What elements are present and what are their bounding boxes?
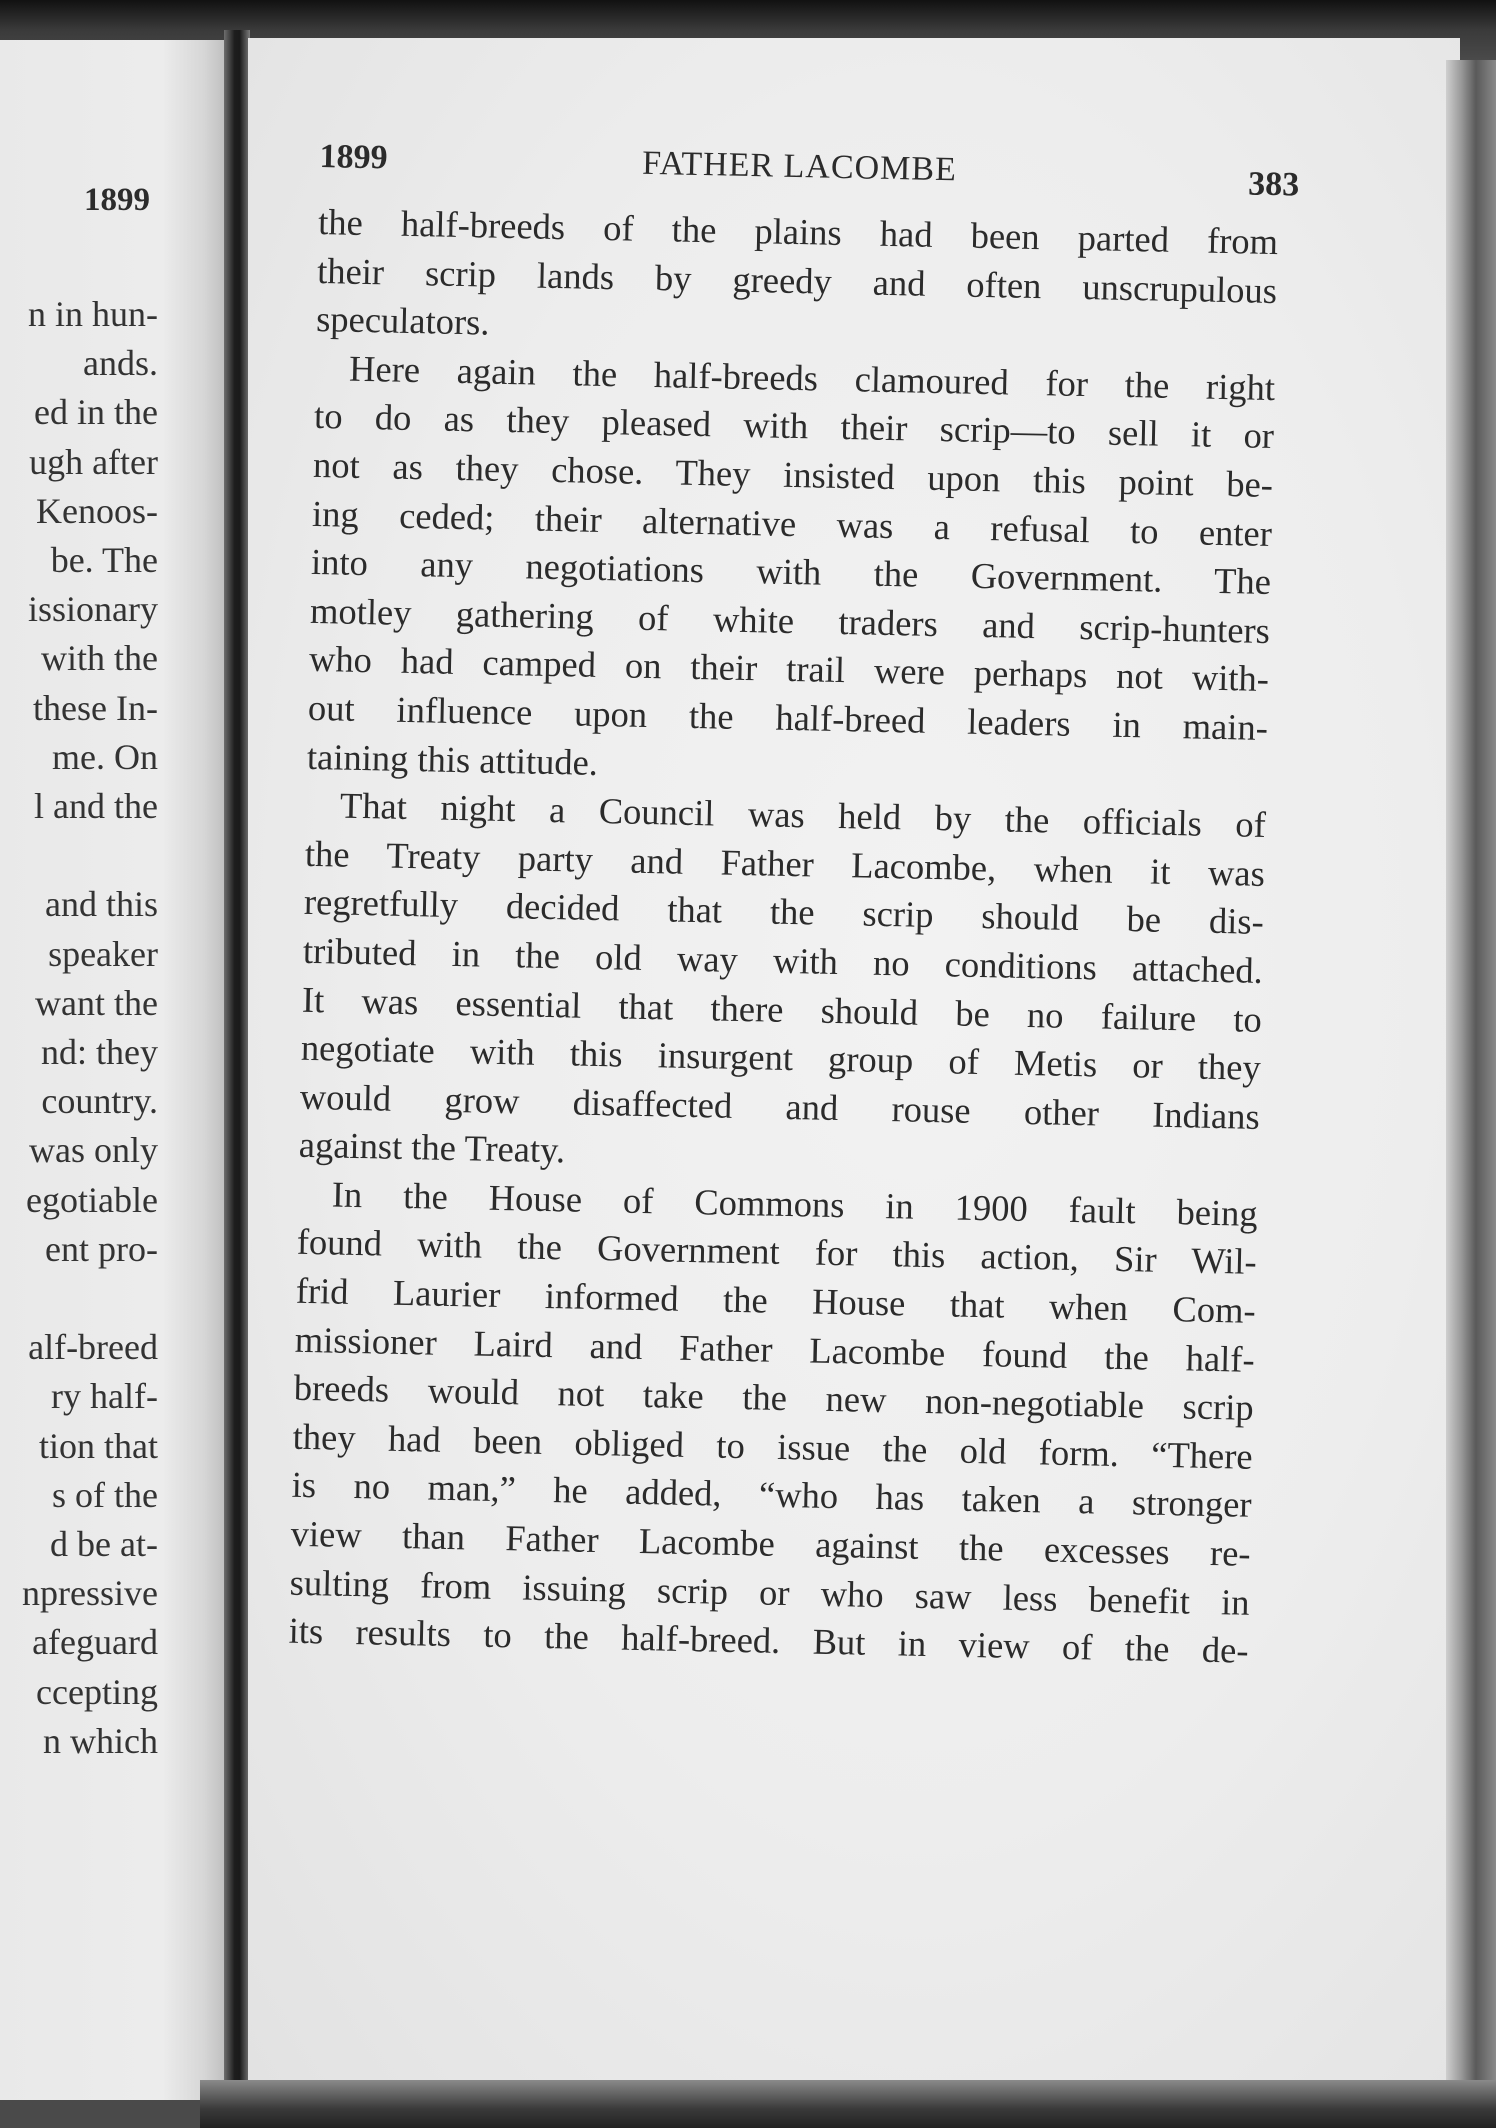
text-line: against the Treaty.	[298, 1124, 566, 1171]
paragraph	[307, 344, 1276, 801]
left-page-line	[0, 1274, 158, 1323]
left-page-line: l and the	[34, 786, 158, 827]
left-page-line: and this	[45, 884, 158, 925]
left-page-line: ed in the	[34, 392, 158, 433]
page-content	[288, 138, 1300, 1676]
left-page-line: Kenoos-	[36, 490, 158, 531]
right-page	[248, 38, 1460, 2088]
left-page-line: country.	[41, 1081, 158, 1122]
left-page-line: be. The	[50, 540, 158, 581]
text-line: sulting from issuing scrip or who saw less benefit in	[289, 1561, 1250, 1623]
text-line: would grow disaffected and rouse other Indians	[299, 1075, 1261, 1137]
page-number: 383	[1247, 165, 1300, 204]
left-page-line: n in hun-	[28, 294, 158, 334]
left-page-line: egotiable	[26, 1179, 158, 1220]
text-line: taining this attitude.	[306, 735, 599, 783]
left-page-line: ugh after	[29, 441, 158, 482]
text-line: the Treaty party and Father Lacombe, when it was	[304, 832, 1266, 894]
left-page-line: with the	[41, 638, 158, 679]
left-page-text	[0, 290, 158, 1766]
paragraph	[298, 781, 1266, 1190]
text-line: view than Father Lacombe against the excesses re-	[290, 1512, 1251, 1574]
text-line: Here again the half-breeds clamoured for the right	[348, 347, 1276, 408]
paragraph	[316, 198, 1279, 364]
text-line: is no man,” he added, “who has taken a stronger	[291, 1464, 1253, 1526]
book-gutter	[224, 30, 250, 2110]
text-line: That night a Council was held by the officials of	[339, 784, 1267, 846]
left-page-line: tion that	[39, 1425, 158, 1466]
running-head-year: 1899	[319, 138, 388, 177]
left-page-line: n which	[43, 1720, 158, 1761]
page-edge	[1446, 60, 1496, 2128]
text-line: not as they chose. They insisted upon this point be-	[312, 443, 1274, 505]
left-page-line: d be at-	[50, 1524, 158, 1565]
text-line: who had camped on their trail were perhaps not with-	[308, 638, 1270, 700]
text-line: ing ceded; their alternative was a refusal to enter	[311, 492, 1273, 554]
left-page-line: speaker	[48, 933, 158, 974]
text-line: speculators.	[315, 298, 490, 343]
left-page-line: these In-	[33, 687, 158, 728]
left-page-line: afeguard	[32, 1622, 158, 1663]
text-line: their scrip lands by greedy and often unscrupulous	[316, 249, 1278, 311]
left-page-line	[0, 831, 158, 880]
left-page-line: ry half-	[51, 1376, 158, 1417]
left-page	[0, 40, 232, 2100]
text-line: frid Laurier informed the House that when Com-	[295, 1269, 1257, 1331]
text-line: regretfully decided that the scrip should be dis-	[303, 881, 1265, 943]
text-line: its results to the half-breed. But in view of the de-	[288, 1609, 1249, 1671]
left-page-line: alf-breed	[28, 1327, 158, 1368]
text-line: tributed in the old way with no conditions attached.	[302, 929, 1264, 991]
left-page-line: was only	[29, 1130, 158, 1171]
left-page-line: me. On	[52, 736, 158, 777]
left-page-line: want the	[35, 982, 158, 1023]
text-line: into any negotiations with the Government. The	[310, 541, 1272, 603]
text-line: motley gathering of white traders and scrip-hunters	[309, 589, 1271, 651]
left-page-line: nd: they	[41, 1032, 158, 1073]
text-line: It was essential that there should be no failure to	[301, 978, 1263, 1040]
running-head-title: FATHER LACOMBE	[641, 144, 958, 189]
paragraph	[288, 1170, 1258, 1676]
left-page-line: ands.	[83, 343, 158, 384]
left-page-line: issionary	[28, 589, 158, 630]
text-line: they had been obliged to issue the old form. “There	[292, 1415, 1254, 1477]
text-line: found with the Government for this action, Sir Wil-	[296, 1221, 1258, 1283]
left-page-line: npressive	[22, 1573, 158, 1614]
left-page-line: ccepting	[36, 1671, 158, 1712]
text-line: breeds would not take the new non-negotiable scrip	[293, 1366, 1255, 1429]
left-page-line: s of the	[52, 1474, 158, 1515]
page-bottom-edge	[200, 2080, 1496, 2128]
text-line: negotiate with this insurgent group of Metis or they	[300, 1026, 1262, 1088]
text-line: missioner Laird and Father Lacombe found the half-	[294, 1318, 1256, 1380]
text-line: In the House of Commons in 1900 fault being	[331, 1173, 1259, 1234]
text-line: the half-breeds of the plains had been parted from	[317, 200, 1279, 263]
left-page-line: ent pro-	[45, 1228, 158, 1269]
text-line: out influence upon the half-breed leaders in main-	[307, 686, 1269, 748]
text-line: to do as they pleased with their scrip—to sell it or	[313, 395, 1275, 457]
body-text	[288, 198, 1278, 1676]
left-page-header: 1899	[84, 182, 150, 218]
